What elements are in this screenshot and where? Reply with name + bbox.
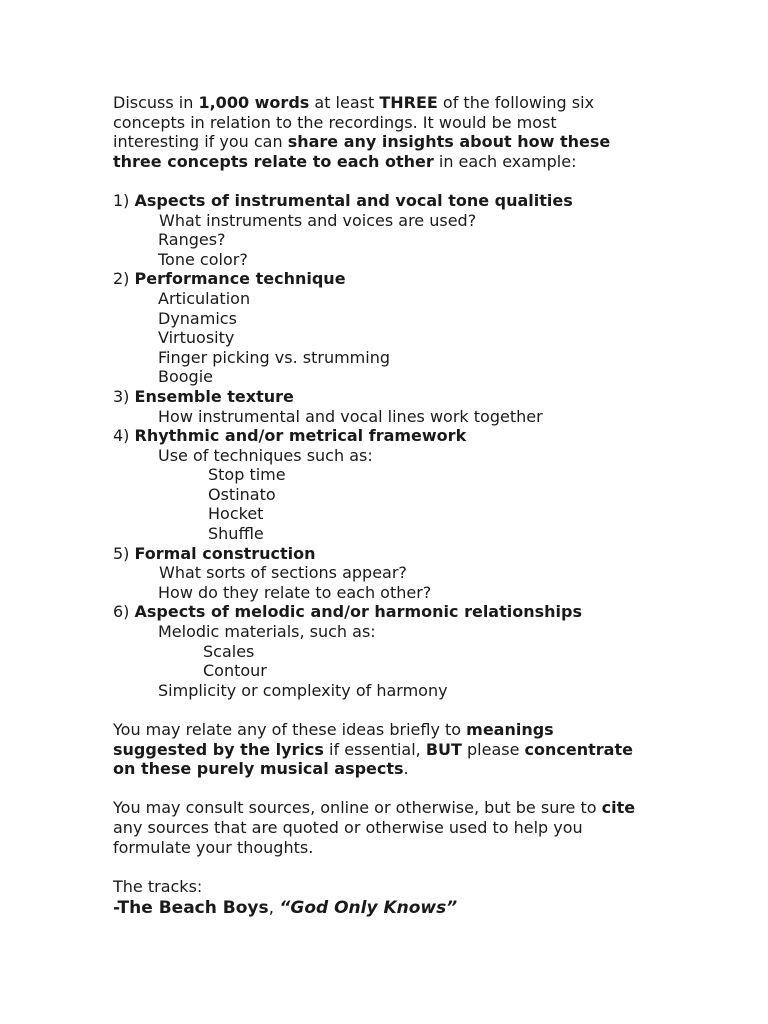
concept-subitem: Contour (203, 661, 267, 681)
concept-item: How do they relate to each other? (158, 582, 432, 602)
concept-item: What instruments and voices are used? (159, 210, 477, 230)
intro-paragraph (113, 93, 673, 171)
concept-subitem: Ostinato (208, 484, 276, 504)
concept-item: Melodic materials, such as: (158, 622, 376, 642)
track-title: “God Only Knows” (279, 897, 458, 918)
concept-heading: 3) Ensemble texture (113, 386, 294, 406)
concept-subitem: Hocket (208, 504, 264, 524)
track-artist: -The Beach Boys (113, 897, 269, 918)
concept-item: How instrumental and vocal lines work together (158, 406, 543, 426)
concept-heading: 4) Rhythmic and/or metrical framework (113, 426, 467, 446)
concept-heading: 6) Aspects of melodic and/or harmonic relationships (113, 602, 582, 622)
sources-paragraph: You may consult sources, online or otherwise, but be sure to cite any sources that are quoted or otherwise used to help you formulate your thoughts. (113, 798, 636, 857)
concept-subitem: Shuffle (208, 524, 264, 544)
lyrics-paragraph: You may relate any of these ideas briefly to meanings suggested by the lyrics if essential, BUT please concentrate on these purely musical aspects. (113, 720, 633, 779)
intro-line-2: concepts in relation to the recordings. It would be most (113, 112, 557, 132)
concept-item: Articulation (158, 288, 251, 308)
intro-line-4: three concepts relate to each other in each example: (113, 151, 577, 171)
track-item: -The Beach Boys, “God Only Knows” (113, 897, 458, 918)
concept-item: Tone color? (158, 249, 248, 269)
concepts-list (113, 191, 673, 700)
concept-heading: 1) Aspects of instrumental and vocal tone qualities (113, 190, 573, 210)
concept-heading: 2) Performance technique (113, 269, 346, 289)
concept-subitem: Stop time (208, 465, 286, 485)
concept-item: Dynamics (158, 308, 237, 328)
assignment-text (113, 93, 673, 919)
intro-line-3: interesting if you can share any insights about how these (113, 132, 611, 152)
concept-item: Finger picking vs. strumming (158, 347, 390, 367)
concept-subitem: Scales (203, 641, 255, 661)
concept-item: Boogie (158, 367, 213, 387)
concept-item: Simplicity or complexity of harmony (158, 680, 448, 700)
intro-line-1: Discuss in 1,000 words at least THREE of the following six (113, 93, 595, 112)
concept-item: What sorts of sections appear? (159, 563, 407, 583)
concept-item: Use of techniques such as: (158, 445, 373, 465)
tracks-heading: The tracks: (113, 876, 203, 896)
concept-heading: 5) Formal construction (113, 543, 316, 563)
concept-item: Virtuosity (158, 328, 235, 348)
tracks-section (113, 877, 673, 919)
concept-item: Ranges? (158, 230, 226, 250)
